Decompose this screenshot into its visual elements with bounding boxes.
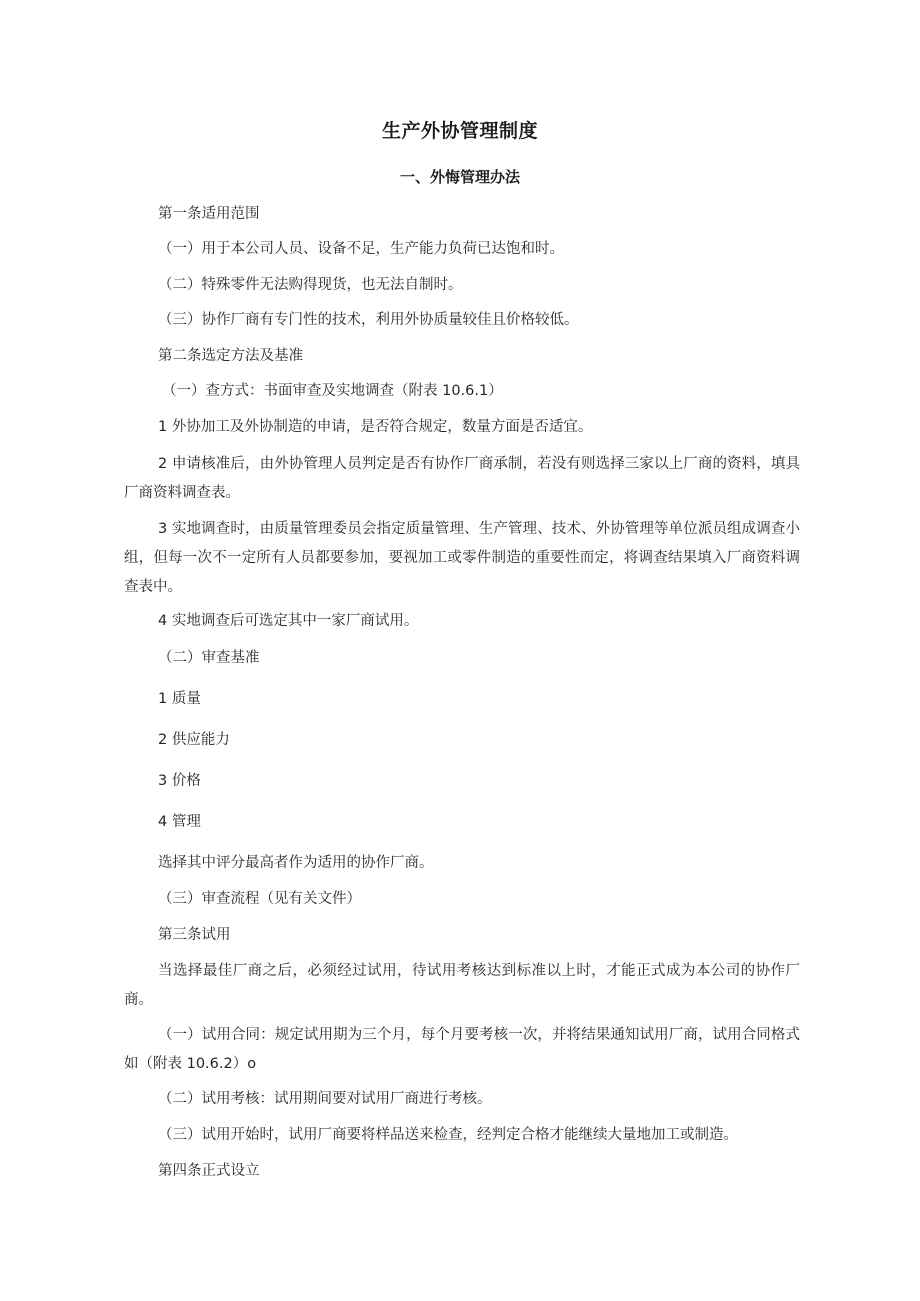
article-3-item-3: （三）试用开始时，试用厂商要将样品送来检查，经判定合格才能继续大量地加工或制造。: [158, 1127, 738, 1143]
criterion-management: 4 管理: [158, 814, 201, 830]
article-1-item-1: （一）用于本公司人员、设备不足，生产能力负荷已达饱和时。: [158, 241, 564, 257]
article-4-heading: 第四条正式设立: [158, 1163, 260, 1179]
article-1-heading: 第一条适用范围: [158, 206, 260, 222]
article-2-section-1-item-2: 2 申请核准后，由外协管理人员判定是否有协作厂商承制，若没有则选择三家以上厂商的资料，填具厂商资料调查表。: [124, 456, 800, 501]
article-3-item-2: （二）试用考核：试用期间要对试用厂商进行考核。: [158, 1091, 492, 1107]
article-2-section-1-item-4: 4 实地调查后可选定其中一家厂商试用。: [158, 613, 419, 629]
section-heading: 一、外悔管理办法: [399, 168, 520, 186]
article-3-heading: 第三条试用: [158, 927, 231, 943]
article-2-section-3: （三）审查流程（见有关文件）: [158, 891, 361, 907]
criterion-quality: 1 质量: [158, 691, 201, 707]
article-1-item-3: （三）协作厂商有专门性的技术，利用外协质量较佳且价格较低。: [158, 312, 579, 328]
criteria-conclusion: 选择其中评分最高者作为适用的协作厂商。: [158, 855, 434, 871]
article-2-section-2: （二）审查基准: [158, 650, 260, 666]
criterion-supply-capacity: 2 供应能力: [158, 732, 230, 748]
article-3-intro: 当选择最佳厂商之后，必须经过试用，待试用考核达到标准以上时，才能正式成为本公司的协作厂商。: [124, 963, 800, 1008]
article-2-section-1-item-3: 3 实地调查时，由质量管理委员会指定质量管理、生产管理、技术、外协管理等单位派员组成调查小组，但每一次不一定所有人员都要参加，要视加工或零件制造的重要性而定，将调查结果填入厂商资料调查表中。: [124, 521, 800, 595]
article-2-section-1-item-1: 1 外协加工及外协制造的申请，是否符合规定，数量方面是否适宜。: [158, 419, 593, 435]
document-title: 生产外协管理制度: [381, 120, 538, 142]
article-2-section-1: （一）查方式：书面审查及实地调查（附表 10.6.1）: [162, 383, 503, 399]
article-1-item-2: （二）特殊零件无法购得现货，也无法自制时。: [158, 277, 463, 293]
article-2-heading: 第二条选定方法及基准: [158, 348, 303, 364]
article-3-item-1: （一）试用合同：规定试用期为三个月，每个月要考核一次，并将结果通知试用厂商，试用合同格式如（附表 10.6.2）o: [124, 1027, 800, 1072]
criterion-price: 3 价格: [158, 773, 201, 789]
